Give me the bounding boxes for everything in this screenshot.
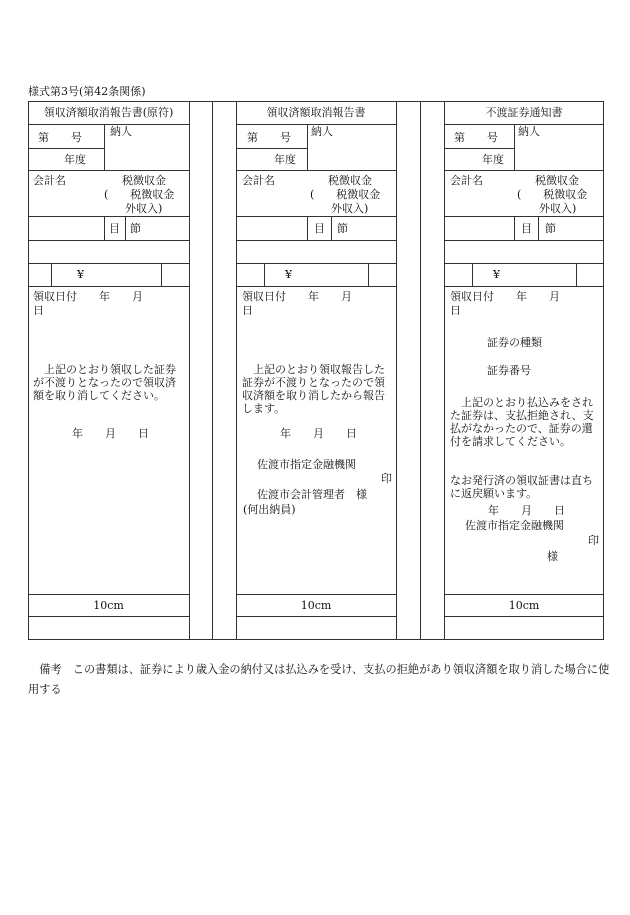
payer-label: 納人 (110, 125, 132, 138)
tax-line-3: 外収入) (125, 202, 163, 215)
column-divider (236, 101, 237, 640)
width-note: 10cm (300, 599, 332, 612)
account-label: 会計名 (242, 174, 275, 187)
moku-label: 目 (521, 222, 532, 235)
setsu-label: 節 (337, 222, 348, 235)
fiscal-year-label: 年度 (64, 153, 86, 166)
width-note: 10cm (93, 599, 124, 612)
accounting-manager: 佐渡市会計管理者 様 (257, 488, 367, 501)
body-text: 上記のとおり領収した証券が不渡りとなったので領収済額を取り消してください。 (33, 363, 176, 402)
tax-line-1: 税徴収金 (328, 174, 372, 187)
fiscal-year-label: 年度 (482, 153, 504, 166)
body-text-return: なお発行済の領収証書は直ちに返戻願います。 (450, 474, 593, 500)
payer-label: 納人 (518, 125, 540, 138)
receipt-date: 領収日付 年 月 (450, 290, 560, 303)
gap-divider (420, 101, 421, 640)
account-label: 会計名 (450, 174, 483, 187)
body-text: 上記のとおり払込みをされた証券は、支払拒絶され、支払がなかったので、証券の還付を請求してください。 (450, 396, 594, 448)
tax-line-2: ( 税徴収金 (310, 188, 381, 201)
tax-line-2: ( 税徴収金 (517, 188, 588, 201)
body-text: 上記のとおり領収報告した証券が不渡りとなったので領収済額を取り消したから報告します。 (242, 363, 385, 415)
designated-bank: 佐渡市指定金融機関 (465, 519, 564, 532)
width-note: 10cm (508, 599, 540, 612)
number-label: 第 号 (38, 131, 82, 144)
fiscal-year-label: 年度 (274, 153, 296, 166)
receipt-day: 日 (450, 304, 461, 317)
security-number-label: 証券番号 (487, 364, 531, 377)
receipt-date: 領収日付 年 月 (33, 290, 143, 303)
stub-title: 領収済額取消報告書(原符) (43, 106, 174, 119)
account-label: 会計名 (33, 174, 66, 187)
number-label: 第 号 (247, 131, 291, 144)
date-line: 年 月 日 (280, 427, 357, 440)
setsu-label: 節 (545, 222, 556, 235)
receipt-date: 領収日付 年 月 (242, 290, 352, 303)
designated-bank: 佐渡市指定金融機関 (257, 458, 356, 471)
receipt-day: 日 (33, 304, 44, 317)
payer-label: 納人 (311, 125, 333, 138)
setsu-label: 節 (130, 222, 141, 235)
yen-sign: ¥ (493, 268, 500, 281)
moku-label: 目 (314, 222, 325, 235)
addressee-sama: 様 (547, 550, 558, 563)
column-divider (444, 101, 445, 640)
date-line: 年 月 日 (488, 504, 565, 517)
tax-line-3: 外収入) (331, 202, 369, 215)
seal-mark: 印 (588, 534, 599, 547)
dispatcher: (何出納員) (243, 503, 296, 516)
tax-line-3: 外収入) (539, 202, 577, 215)
column-divider (396, 101, 397, 640)
tax-line-1: 税徴収金 (122, 174, 166, 187)
remarks-note: 備考 この書類は、証券により歳入金の納付又は払込みを受け、支払の拒絶があり領収済額を取り消した場合に使用する (28, 663, 610, 696)
yen-sign: ¥ (77, 268, 84, 281)
seal-mark: 印 (381, 472, 392, 485)
column-divider (189, 101, 190, 640)
date-line: 年 月 日 (72, 427, 149, 440)
moku-label: 目 (109, 222, 120, 235)
notice-title: 不渡証券通知書 (485, 106, 563, 119)
yen-sign: ¥ (285, 268, 292, 281)
gap-divider (212, 101, 213, 640)
number-label: 第 号 (454, 131, 498, 144)
form-number: 様式第3号(第42条関係) (28, 85, 146, 98)
receipt-day: 日 (242, 304, 253, 317)
security-type-label: 証券の種類 (487, 336, 542, 349)
report-title: 領収済額取消報告書 (266, 106, 366, 119)
tax-line-2: ( 税徴収金 (104, 188, 175, 201)
tax-line-1: 税徴収金 (535, 174, 579, 187)
